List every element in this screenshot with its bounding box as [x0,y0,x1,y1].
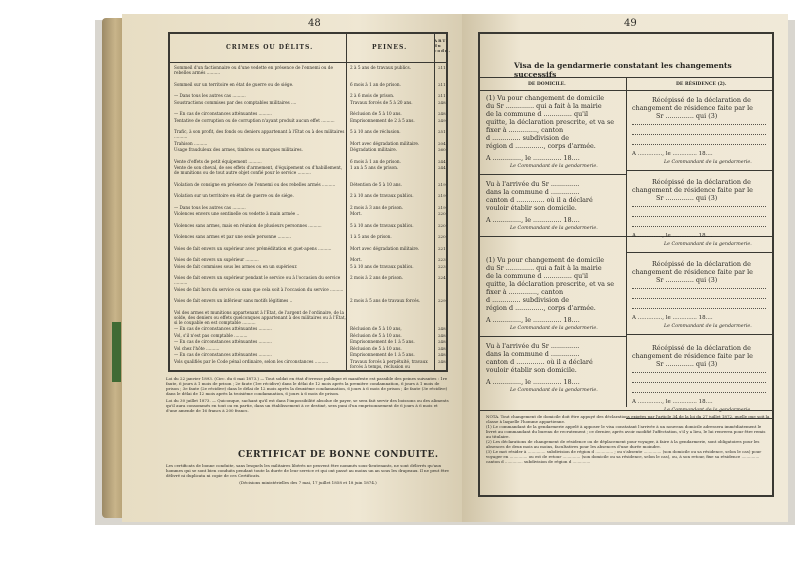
crime-cell: — En cas de circonstances atténuantes .......... [174,339,272,344]
place-date-line: A .............., le .............. 18.... [632,315,713,321]
residence-receipt-line: changement de résidence faite par le [632,352,753,360]
residence-receipt-line: changement de résidence faite par le [632,186,753,194]
penalty-cell: Mort avec dégradation militaire. [350,245,420,251]
blank-line [632,134,766,135]
gendarmerie-signature: Le Commandant de la gendarmerie. [664,160,752,165]
residence-receipt-line: Récépissé de la déclaration de [652,344,751,352]
block-rule [480,336,626,337]
residence-receipt-line: Récépissé de la déclaration de [652,178,751,186]
visa-title: Visa de la gendarmerie constatant les changements successifs [514,61,732,79]
article-cell: 248 [438,339,446,344]
crime-cell: Voies de fait envers un supérieur avec préméditation et guet-apens .......... [174,245,332,251]
penalty-cell: 2 à 5 ans de travaux publics. [350,65,411,70]
domicile-change-line: fixer à .............., canton [486,126,564,134]
crime-cell: — En cas de circonstances atténuantes .......... [174,111,272,116]
crime-cell: Vol chez l'hôte .......... [174,345,220,351]
article-cell: 248 [438,326,446,331]
penalty-cell: Emprisonnement de 1 à 5 ans. [350,352,415,357]
penalty-cell: Réclusion de 5 à 10 ans, [350,326,402,331]
residence-receipt-line: Récépissé de la déclaration de [652,260,751,268]
article-cell: 249 [438,117,446,123]
place-date-line: A .............., le .............. 18.... [632,151,713,157]
article-cell: 204 [438,140,446,146]
penalty-cell: Emprisonnement de 1 à 5 ans. [350,339,415,344]
penalty-cell: 2 mois à 3 ans de prison. [350,204,404,210]
domicile-change-line: région d .............., corps d'armée. [486,142,596,150]
visa-footnotes [486,414,770,464]
crime-cell: Violences sans armes et par une seule personne .......... [174,234,291,239]
article-cell: 229 [438,298,446,303]
column-divider [346,34,347,370]
blank-line [632,308,766,309]
footnote: (2) Les déclarations de changement de résidence ou de déplacement pour voyager, à faire à la gendarmerie, sont obligatoires pour les absences de deux mois au moins, facultatives pour les absences d'une durée moindre. [486,439,760,449]
gendarmerie-signature: Le Commandant de la gendarmerie. [510,326,598,331]
arrival-line: vouloir établir son domicile. [486,366,577,374]
crime-cell: Tentative de corruption ou de corruption n'ayant produit aucun effet .......... [174,117,335,123]
article-cell: 219 [438,193,446,198]
domicile-change-line: du Sr .............. qui a fait à la mairie [486,102,602,110]
penalty-cell: 2 à 6 mois de prison. [350,93,395,98]
crime-cell: Vol des armes et munitions appartenant à l'État, de l'argent de l'ordinaire, de la solde, des deniers ou effets quelconques appartenant à des militaires ou à l'État, si le coupable en est comptable .......... [174,309,346,325]
penalty-cell: Détention de 5 à 10 ans. [350,181,402,187]
article-cell: 219 [438,204,446,210]
crime-cell: Voies de fait commises sous les armes ou en un supérieur. [174,263,298,269]
penalty-cell: Réclusion de 5 à 10 ans. [350,345,402,351]
penalty-cell: Mort. [350,211,362,216]
gendarmerie-signature: Le Commandant de la gendarmerie. [664,324,752,329]
domicile-change-line: (1) Vu pour changement de domicile [486,256,605,264]
penalty-cell: Dégradation militaire. [350,147,398,152]
residence-receipt-line: changement de résidence faite par le [632,104,753,112]
place-date-line: A .............., le .............. 18.... [486,378,580,386]
article-cell: 211 [438,65,446,70]
crime-cell: Vols qualifiés par le Code pénal ordinaire, selon les circonstances .......... [174,358,329,364]
penalty-cell: 5 à 10 ans de travaux publics. [350,222,414,228]
domicile-change-line: quitte, la déclaration prescrite, et va se [486,118,615,126]
arrival-line: canton d .............. où il a déclaré [486,358,593,366]
blank-line [632,392,766,393]
arrival-line: vouloir établir son domicile. [486,204,577,212]
footnote-rule [480,410,772,411]
certificate-body [166,463,450,485]
block-rule [480,236,772,237]
article-cell: 223 [438,257,446,262]
certificate-footnote: (Décisions ministérielles des 7 mai, 17 juillet 1858 et 18 juin 1874.) [239,480,377,485]
domicile-change-line: (1) Vu pour changement de domicile [486,94,605,102]
article-cell: 223 [438,263,446,269]
green-bookmark [112,322,121,382]
domicile-change-line: quitte, la déclaration prescrite, et va se [486,280,615,288]
left-page [122,14,462,522]
certificate-title: CERTIFICAT DE BONNE CONDUITE. [238,450,439,460]
gendarmerie-signature: Le Commandant de la gendarmerie. [510,226,598,231]
arrival-line: canton d .............. où il a déclaré [486,196,593,204]
article-cell: 248 [438,332,446,338]
article-cell: 251 [438,129,446,134]
article-cell: 244 [438,165,446,170]
residence-receipt-line: Sr .............. qui (3) [656,112,718,120]
domicile-change-line: fixer à .............., canton [486,288,564,296]
article-cell: 224 [438,275,446,280]
residence-receipt-line: changement de résidence faite par le [632,268,753,276]
crime-cell: Vente d'effets de petit équipement .......... [174,158,262,164]
domicile-change-line: de la commune d .............. qu'il [486,110,589,118]
residence-receipt-line: Sr .............. qui (3) [656,276,718,284]
penalty-cell: Emprisonnement de 2 à 5 ans. [350,117,415,123]
crime-cell: Vente de son cheval, de ses effets d'armement, d'équipement ou d'habillement, de munitions ou de tout autre objet confié pour le service .......... [174,165,343,175]
article-cell: 220 [438,234,446,239]
crime-cell: — En cas de circonstances atténuantes .......... [174,352,272,357]
blank-line [632,144,766,145]
gendarmerie-signature: Le Commandant de la gendarmerie. [510,388,598,393]
blank-line [632,382,766,383]
articles-header: ART. du code. [434,38,451,53]
crime-cell: Violences envers une sentinelle ou vedette à main armée .. [174,211,300,216]
penalty-cell: 5 à 10 ans de travaux publics. [350,263,414,269]
crime-cell: Voies de fait envers un inférieur sans motifs légitimes .. [174,298,293,303]
place-date-line: A .............., le .............. 18.... [632,399,713,405]
page-number: 49 [624,18,637,29]
gendarmerie-signature: Le Commandant de la gendarmerie. [510,164,598,169]
penalty-cell [350,310,436,325]
place-date-line: A .............., le .............. 18.... [486,216,580,224]
place-date-line: A .............., le .............. 18.... [632,233,713,239]
penalty-cell: Réclusion de 5 à 10 ans. [350,111,402,116]
penalty-cell: Mort avec dégradation militaire. [350,140,420,146]
right-page [462,14,788,522]
arrival-line: dans la commune d .............. [486,350,580,358]
article-cell: 248 [438,345,446,351]
footnote: (1) Le commandant de la gendarmerie appelé à apposer le visa constatant l'arrivée à un nouveau domicile adressera immédiatement le livret au commandant du bureau de recrutement ; ce dernier, après avoir modifié l'affectation, s'il y a lieu, le lui renverra pour être remis au titulaire. [486,424,766,439]
domicile-change-line: d .............. subdivision de [486,134,570,142]
receipt-rule [626,252,772,253]
arrival-line: Vu à l'arrivée du Sr .............. [486,342,580,350]
penalty-cell: 2 à 10 ans de travaux publics. [350,193,414,198]
article-cell: 248 [438,358,446,364]
blank-line [632,216,766,217]
article-cell: 248 [438,352,446,357]
visa-frame [478,32,774,497]
penalty-cell: 2 mois à 2 ans de prison. [350,275,404,280]
gendarmerie-signature: Le Commandant de la gendarmerie. [664,408,752,413]
residence-receipt-line: Sr .............. qui (3) [656,360,718,368]
article-cell: 221 [438,245,446,251]
arrival-line: Vu à l'arrivée du Sr .............. [486,180,580,188]
crime-cell: Trahison .......... [174,140,208,146]
article-cell: 211 [438,93,446,98]
blank-line [632,206,766,207]
penalty-cell: 2 mois à 5 ans de travaux forcés. [350,298,421,303]
crime-cell: Usage frauduleux des armes, timbres ou marques militaires. [174,147,303,152]
residence-receipt-line: Récépissé de la déclaration de [652,96,751,104]
crime-cell: Sommeil d'un factionnaire ou d'une vedette en présence de l'ennemi ou de rebelles armés .......... [174,65,333,75]
penalties-table [168,32,451,372]
penalty-cell: 6 mois à 1 an de prison. [350,158,401,164]
crime-cell: Vol, s'il n'est pas comptable .......... [174,332,248,338]
article-cell: 248 [438,111,446,116]
domicile-change-line: de la commune d .............. qu'il [486,272,589,280]
crime-cell: Sommeil sur un territoire en état de guerre ou de siége. [174,81,294,87]
article-cell: 220 [438,222,446,228]
penalty-cell: 1 an à 5 ans de prison. [350,165,399,170]
blank-line [632,124,766,125]
article-cell: 244 [438,158,446,164]
domicile-change-line: région d .............., corps d'armée. [486,304,596,312]
domicile-change-line: du Sr .............. qui a fait à la mairie [486,264,602,272]
blank-line [632,298,766,299]
penalty-cell: Travaux forcés de 5 à 20 ans. [350,99,413,105]
book-cover-edge [102,18,124,518]
certificate-text: Les certificats de bonne conduite, sans lesquels les militaires libérés ne peuvent être nommés sous-lieutenants, ne sont délivrés qu'aux hommes qui se sont bien conduits pendant toute la durée de leur service et qui ont passé au moins un an sous les drapeaux. Il ne peut être délivré ni duplicata ni copie de ces Certificats. [166,463,449,478]
crime-cell: Voies de fait hors du service ou sans que cela soit à l'occasion du service .......... [174,286,344,292]
penalty-cell: 5 à 10 ans de réclusion. [350,129,401,134]
crime-cell: Violences sans armes, mais en réunion de plusieurs personnes .......... [174,222,322,228]
article-cell: 248 [438,99,446,105]
domicile-column-header: DE DOMICILE. [528,82,566,87]
receipt-rule [626,334,772,335]
penalty-cell [350,287,436,297]
crime-cell: — Dans tous les autres cas .......... [174,204,246,210]
crime-cell: Violation sur un territoire en état de guerre ou de siége. [174,193,294,198]
crime-cell: — En cas de circonstances atténuantes .......... [174,326,272,331]
blank-line [632,226,766,227]
article-cell: 211 [438,81,446,87]
blank-line [632,372,766,373]
penalty-cell: Mort. [350,257,362,262]
column-divider [626,77,627,407]
crime-cell: — Dans tous les autres cas .......... [174,93,246,98]
receipt-rule [626,170,772,171]
penalty-cell: 6 mois à 1 an de prison. [350,81,401,87]
article-cell: 260 [438,147,446,152]
crime-cell: Voies de fait envers un supérieur .......... [174,257,259,262]
footnote: NOTA. Tout changement de domicile doit être appuyé des déclarations exigées par l'article 34 de la loi du 27 juillet 1872, quelle que soit la classe à laquelle l'homme appartienne. [486,414,770,424]
law-note: Loi du 22 janvier 1893. (Circ. du 6 mai 1873.) — Tout soldat en état d'ivresse publique et manifeste est passible des peines suivantes : 1re faute, 6 jours à 1 mois de prison ; 2e faute (1re récidive) dans le délai de 12 mois après la première condamnation, 6 jours à 1 mois de prison ; 3e faute (2e récidive) dans le délai de 12 mois après la deuxième condamnation, 6 jours à 6 mois de prison ; 4e faute (3e récidive) dans le délai de 12 mois après la troisième condamnation, 6 jours à 6 mois de prison. [166,376,448,396]
crime-cell: Voies de fait envers un supérieur pendant le service ou à l'occasion du service .......... [174,275,341,285]
article-cell: 220 [438,211,446,216]
header-rule [170,62,446,63]
crimes-header: CRIMES OU DÉLITS. [226,44,314,51]
crime-cell: Trafic, à son profit, des fonds ou deniers appartenant à l'État ou à des militaires .......... [174,129,345,139]
place-date-line: A .............., le .............. 18.... [486,316,580,324]
residence-column-header: DE RÉSIDENCE (2). [676,82,727,87]
penalties-header: PEINES. [372,44,408,51]
gendarmerie-signature: Le Commandant de la gendarmerie. [664,242,752,247]
penalty-cell: Travaux forcés à perpétuité, travaux forcés à temps, réclusion ou [350,358,428,369]
crime-cell: Soustractions commises par des comptables militaires .... [174,99,297,105]
law-notes [166,376,450,415]
article-cell: 219 [438,181,446,187]
penalty-cell: Réclusion de 5 à 10 ans. [350,332,402,338]
block-rule [480,174,626,175]
blank-line [632,288,766,289]
page-number: 48 [308,18,321,29]
residence-receipt-line: Sr .............. qui (3) [656,194,718,202]
domicile-change-line: d .............. subdivision de [486,296,570,304]
arrival-line: dans la commune d .............. [486,188,580,196]
crime-cell: Violation de consigne en présence de l'ennemi ou des rebelles armés .......... [174,181,336,187]
penalty-cell: 1 à 5 ans de prison. [350,234,392,239]
law-note: Loi du 30 juillet 1873. — Quiconque, sachant qu'il est dans l'impossibilité absolue de payer, se sera fait servir des boissons ou des aliments qu'il aura consommés en tout ou en partie, dans un établissement à ce destiné, sera puni d'un emprisonnement de 6 jours à 6 mois et d'une amende de 16 francs à 200 francs. [166,398,449,413]
place-date-line: A .............., le .............. 18.... [486,154,580,162]
footnote: (3) Le mot résider à .............. subdivision de région d .............. ; ou s'absente .............. (son domicile ou sa résidence, selon le cas) pour voyager en .............. ou est de retour .............. (son domicile ou sa résidence, selon le cas), ou, à son retour, fixe sa résidence .............. canton d .............. subdivision de région d .............. [486,449,762,464]
